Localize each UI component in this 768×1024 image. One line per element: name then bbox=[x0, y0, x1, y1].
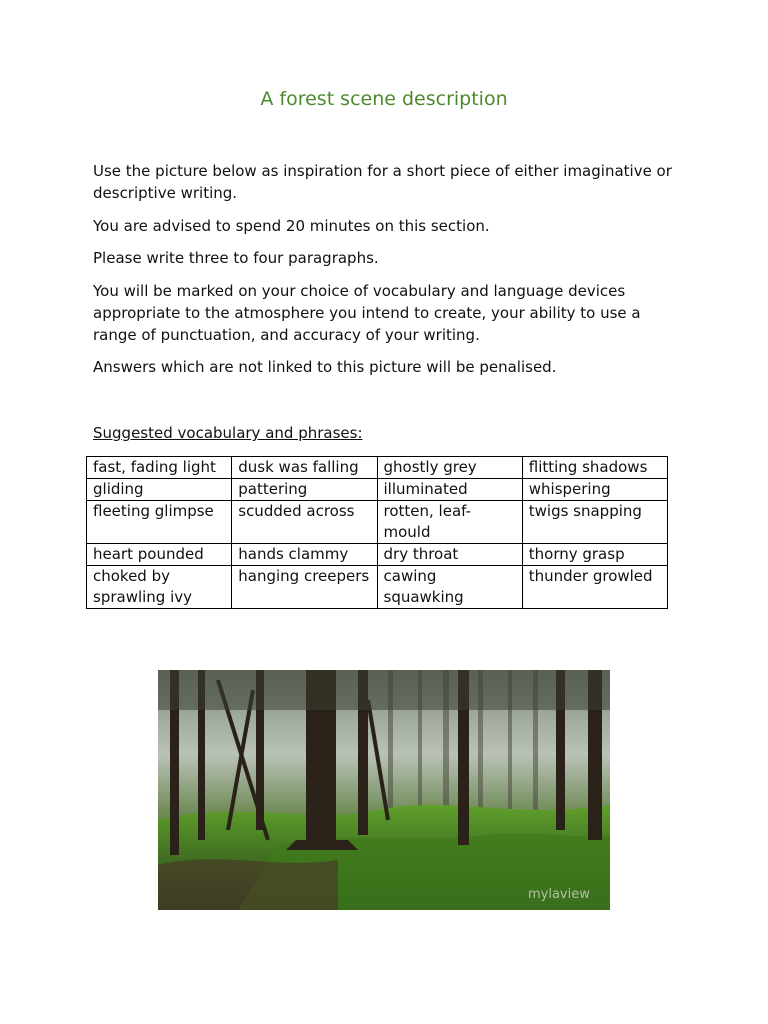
instruction-paragraph-4: You will be marked on your choice of vocabulary and language devices appropriate to the atmosphere you intend to create, your ability to use a range of punctuation, and accuracy of your writing. bbox=[93, 282, 641, 344]
table-row bbox=[87, 501, 668, 544]
forest-illustration bbox=[158, 670, 610, 910]
instruction-paragraph-2: You are advised to spend 20 minutes on this section. bbox=[93, 217, 490, 235]
instruction-paragraph-1: Use the picture below as inspiration for a short piece of either imaginative or descriptive writing. bbox=[93, 162, 672, 202]
table-row bbox=[87, 544, 668, 566]
table-cell: dusk was falling bbox=[232, 457, 377, 479]
table-cell: illuminated bbox=[377, 479, 522, 501]
table-row bbox=[87, 457, 668, 479]
table-cell: twigs snapping bbox=[522, 501, 667, 544]
table-cell: dry throat bbox=[377, 544, 522, 566]
table-cell: fleeting glimpse bbox=[87, 501, 232, 544]
table-cell: choked by sprawling ivy bbox=[87, 566, 232, 609]
photo-watermark: mylaview bbox=[528, 887, 590, 902]
table-cell: hanging creepers bbox=[232, 566, 377, 609]
table-cell: flitting shadows bbox=[522, 457, 667, 479]
table-cell: cawing squawking bbox=[377, 566, 522, 609]
table-cell: whispering bbox=[522, 479, 667, 501]
forest-photo bbox=[158, 670, 610, 910]
vocab-heading: Suggested vocabulary and phrases: bbox=[93, 424, 363, 442]
table-cell: thunder growled bbox=[522, 566, 667, 609]
instruction-paragraph-5: Answers which are not linked to this picture will be penalised. bbox=[93, 358, 557, 376]
table-cell: rotten, leaf-mould bbox=[377, 501, 522, 544]
table-cell: pattering bbox=[232, 479, 377, 501]
table-row bbox=[87, 479, 668, 501]
table-cell: scudded across bbox=[232, 501, 377, 544]
page-title: A forest scene description bbox=[260, 88, 508, 110]
table-cell: thorny grasp bbox=[522, 544, 667, 566]
instruction-paragraph-3: Please write three to four paragraphs. bbox=[93, 249, 379, 267]
table-cell: heart pounded bbox=[87, 544, 232, 566]
table-cell: fast, fading light bbox=[87, 457, 232, 479]
vocab-table bbox=[86, 456, 668, 609]
table-cell: gliding bbox=[87, 479, 232, 501]
table-row bbox=[87, 566, 668, 609]
table-cell: hands clammy bbox=[232, 544, 377, 566]
table-cell: ghostly grey bbox=[377, 457, 522, 479]
